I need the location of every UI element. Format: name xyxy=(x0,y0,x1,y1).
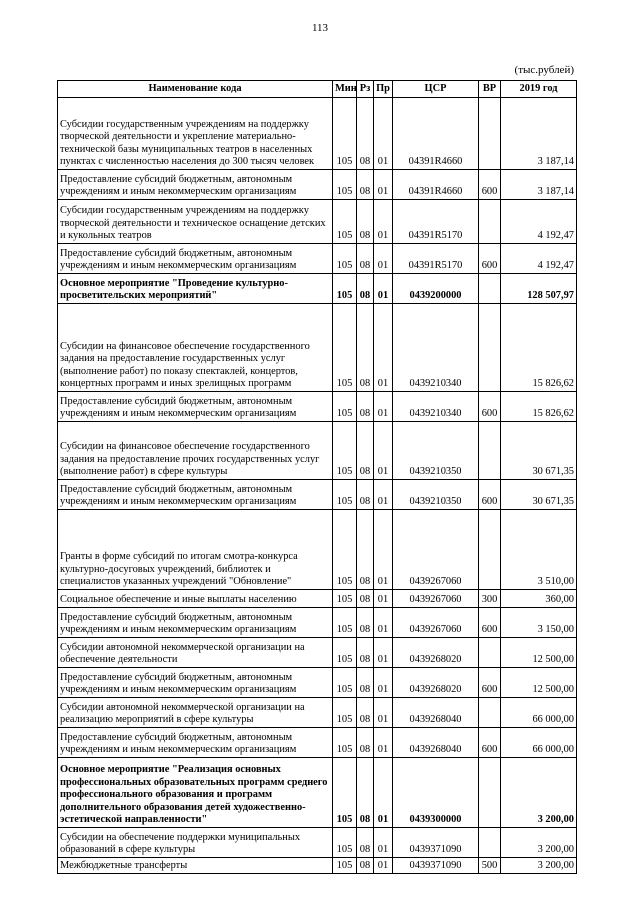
row-pr: 01 xyxy=(374,244,393,274)
row-amount: 3 150,00 xyxy=(501,608,577,638)
row-min: 105 xyxy=(333,510,357,590)
row-name: Предоставление субсидий бюджетным, автономным учреждениям и иным некоммерческим организациям xyxy=(58,668,333,698)
table-row xyxy=(58,274,577,304)
row-pr: 01 xyxy=(374,638,393,668)
row-csr: 0439268020 xyxy=(393,638,479,668)
row-rz: 08 xyxy=(357,392,374,422)
row-amount: 3 200,00 xyxy=(501,858,577,874)
row-csr: 0439200000 xyxy=(393,274,479,304)
row-rz: 08 xyxy=(357,858,374,874)
row-rz: 08 xyxy=(357,510,374,590)
row-rz: 08 xyxy=(357,274,374,304)
row-amount: 12 500,00 xyxy=(501,668,577,698)
row-min: 105 xyxy=(333,758,357,828)
table-row xyxy=(58,422,577,480)
row-amount: 30 671,35 xyxy=(501,480,577,510)
row-csr: 04391R5170 xyxy=(393,200,479,244)
row-name: Основное мероприятие "Проведение культурно-просветительских мероприятий" xyxy=(58,274,333,304)
row-csr: 0439210340 xyxy=(393,392,479,422)
row-name: Предоставление субсидий бюджетным, автономным учреждениям и иным некоммерческим организациям xyxy=(58,392,333,422)
table-row xyxy=(58,510,577,590)
row-csr: 04391R5170 xyxy=(393,244,479,274)
row-csr: 0439268040 xyxy=(393,698,479,728)
row-min: 105 xyxy=(333,858,357,874)
row-rz: 08 xyxy=(357,828,374,858)
row-amount: 3 200,00 xyxy=(501,828,577,858)
row-pr: 01 xyxy=(374,608,393,638)
row-pr: 01 xyxy=(374,758,393,828)
header-rz: Рз xyxy=(357,81,374,98)
row-name: Субсидии автономной некоммерческой организации на реализацию мероприятий в сфере культуры xyxy=(58,698,333,728)
row-rz: 08 xyxy=(357,200,374,244)
table-row xyxy=(58,170,577,200)
row-csr: 04391R4660 xyxy=(393,98,479,170)
row-name: Предоставление субсидий бюджетным, автономным учреждениям и иным некоммерческим организациям xyxy=(58,608,333,638)
row-name: Субсидии на финансовое обеспечение государственного задания на предоставление государственных услуг (выполнение работ) по показу спектаклей, концертов, концертных программ и иных зрелищных программ xyxy=(58,304,333,392)
table-body xyxy=(58,98,577,874)
row-min: 105 xyxy=(333,244,357,274)
row-vr: 300 xyxy=(479,590,501,608)
row-pr: 01 xyxy=(374,304,393,392)
row-amount: 15 826,62 xyxy=(501,392,577,422)
row-rz: 08 xyxy=(357,304,374,392)
row-rz: 08 xyxy=(357,668,374,698)
row-pr: 01 xyxy=(374,98,393,170)
row-min: 105 xyxy=(333,200,357,244)
row-csr: 0439267060 xyxy=(393,608,479,638)
row-pr: 01 xyxy=(374,668,393,698)
row-pr: 01 xyxy=(374,698,393,728)
row-amount: 3 187,14 xyxy=(501,98,577,170)
row-pr: 01 xyxy=(374,590,393,608)
row-vr xyxy=(479,510,501,590)
row-name: Основное мероприятие "Реализация основных профессиональных образовательных программ среднего профессионального образования и программ дополнительного образования детей художественно-эстетической направленности" xyxy=(58,758,333,828)
row-pr: 01 xyxy=(374,200,393,244)
row-rz: 08 xyxy=(357,728,374,758)
row-pr: 01 xyxy=(374,274,393,304)
page-number: 113 xyxy=(311,22,329,34)
row-name: Субсидии автономной некоммерческой организации на обеспечение деятельности xyxy=(58,638,333,668)
row-amount: 3 510,00 xyxy=(501,510,577,590)
row-pr: 01 xyxy=(374,392,393,422)
row-name: Субсидии государственным учреждениям на поддержку творческой деятельности и техническое оснащение детских и кукольных театров xyxy=(58,200,333,244)
row-name: Субсидии на обеспечение поддержки муниципальных образований в сфере культуры xyxy=(58,828,333,858)
row-amount: 66 000,00 xyxy=(501,698,577,728)
row-vr: 600 xyxy=(479,244,501,274)
row-rz: 08 xyxy=(357,590,374,608)
row-min: 105 xyxy=(333,698,357,728)
row-amount: 128 507,97 xyxy=(501,274,577,304)
row-pr: 01 xyxy=(374,858,393,874)
row-csr: 0439268020 xyxy=(393,668,479,698)
table-row xyxy=(58,590,577,608)
row-vr xyxy=(479,698,501,728)
table-row xyxy=(58,608,577,638)
row-min: 105 xyxy=(333,422,357,480)
row-min: 105 xyxy=(333,638,357,668)
row-rz: 08 xyxy=(357,480,374,510)
row-vr: 600 xyxy=(479,608,501,638)
row-min: 105 xyxy=(333,98,357,170)
row-csr: 0439371090 xyxy=(393,828,479,858)
row-name: Субсидии государственным учреждениям на поддержку творческой деятельности и укрепление материально-технической базы муниципальных театров в населенных пунктах с численностью населения до 300 тысяч человек xyxy=(58,98,333,170)
row-vr: 600 xyxy=(479,668,501,698)
table-row xyxy=(58,392,577,422)
row-csr: 0439210350 xyxy=(393,480,479,510)
budget-table xyxy=(57,80,577,874)
row-rz: 08 xyxy=(357,638,374,668)
row-csr: 0439210340 xyxy=(393,304,479,392)
row-vr xyxy=(479,274,501,304)
row-amount: 12 500,00 xyxy=(501,638,577,668)
row-vr xyxy=(479,638,501,668)
row-vr: 500 xyxy=(479,858,501,874)
header-csr: ЦСР xyxy=(393,81,479,98)
row-amount: 3 187,14 xyxy=(501,170,577,200)
table-row xyxy=(58,244,577,274)
header-pr: Пр xyxy=(374,81,393,98)
row-amount: 30 671,35 xyxy=(501,422,577,480)
header-min: Мин xyxy=(333,81,357,98)
row-vr xyxy=(479,758,501,828)
row-min: 105 xyxy=(333,480,357,510)
row-vr xyxy=(479,422,501,480)
row-rz: 08 xyxy=(357,698,374,728)
row-amount: 15 826,62 xyxy=(501,304,577,392)
row-min: 105 xyxy=(333,828,357,858)
row-vr: 600 xyxy=(479,392,501,422)
table-row xyxy=(58,858,577,874)
row-min: 105 xyxy=(333,728,357,758)
row-amount: 66 000,00 xyxy=(501,728,577,758)
row-min: 105 xyxy=(333,170,357,200)
row-pr: 01 xyxy=(374,170,393,200)
row-amount: 3 200,00 xyxy=(501,758,577,828)
row-amount: 4 192,47 xyxy=(501,244,577,274)
table-row xyxy=(58,200,577,244)
row-csr: 0439210350 xyxy=(393,422,479,480)
table-row xyxy=(58,828,577,858)
row-pr: 01 xyxy=(374,728,393,758)
row-vr xyxy=(479,200,501,244)
row-name: Субсидии на финансовое обеспечение государственного задания на предоставление прочих государственных услуг (выполнение работ) в сфере культуры xyxy=(58,422,333,480)
row-vr: 600 xyxy=(479,170,501,200)
row-vr xyxy=(479,98,501,170)
row-name: Межбюджетные трансферты xyxy=(58,858,333,874)
row-min: 105 xyxy=(333,668,357,698)
row-pr: 01 xyxy=(374,480,393,510)
table-row xyxy=(58,98,577,170)
row-csr: 0439267060 xyxy=(393,510,479,590)
table-row xyxy=(58,758,577,828)
row-name: Предоставление субсидий бюджетным, автономным учреждениям и иным некоммерческим организациям xyxy=(58,480,333,510)
row-csr: 0439371090 xyxy=(393,858,479,874)
row-vr: 600 xyxy=(479,728,501,758)
row-pr: 01 xyxy=(374,422,393,480)
row-vr xyxy=(479,828,501,858)
row-vr xyxy=(479,304,501,392)
table-row xyxy=(58,668,577,698)
row-name: Социальное обеспечение и иные выплаты населению xyxy=(58,590,333,608)
row-rz: 08 xyxy=(357,98,374,170)
row-pr: 01 xyxy=(374,828,393,858)
table-row xyxy=(58,480,577,510)
header-name: Наименование кода xyxy=(58,81,333,98)
header-vr: ВР xyxy=(479,81,501,98)
row-pr: 01 xyxy=(374,510,393,590)
row-min: 105 xyxy=(333,590,357,608)
row-name: Предоставление субсидий бюджетным, автономным учреждениям и иным некоммерческим организациям xyxy=(58,244,333,274)
table-header-row xyxy=(58,81,577,98)
row-min: 105 xyxy=(333,274,357,304)
table-row xyxy=(58,698,577,728)
row-amount: 360,00 xyxy=(501,590,577,608)
row-min: 105 xyxy=(333,608,357,638)
row-name: Гранты в форме субсидий по итогам смотра-конкурса культурно-досуговых учреждений, библиотек и специалистов указанных учреждений "Обновление" xyxy=(58,510,333,590)
row-rz: 08 xyxy=(357,170,374,200)
row-csr: 0439300000 xyxy=(393,758,479,828)
row-csr: 04391R4660 xyxy=(393,170,479,200)
table-row xyxy=(58,638,577,668)
row-csr: 0439267060 xyxy=(393,590,479,608)
row-name: Предоставление субсидий бюджетным, автономным учреждениям и иным некоммерческим организациям xyxy=(58,728,333,758)
row-name: Предоставление субсидий бюджетным, автономным учреждениям и иным некоммерческим организациям xyxy=(58,170,333,200)
header-year: 2019 год xyxy=(501,81,577,98)
row-rz: 08 xyxy=(357,422,374,480)
units-label: (тыс.рублей) xyxy=(514,64,574,76)
row-rz: 08 xyxy=(357,758,374,828)
row-min: 105 xyxy=(333,304,357,392)
row-rz: 08 xyxy=(357,244,374,274)
row-rz: 08 xyxy=(357,608,374,638)
row-csr: 0439268040 xyxy=(393,728,479,758)
row-vr: 600 xyxy=(479,480,501,510)
row-amount: 4 192,47 xyxy=(501,200,577,244)
row-min: 105 xyxy=(333,392,357,422)
table-row xyxy=(58,728,577,758)
table-row xyxy=(58,304,577,392)
